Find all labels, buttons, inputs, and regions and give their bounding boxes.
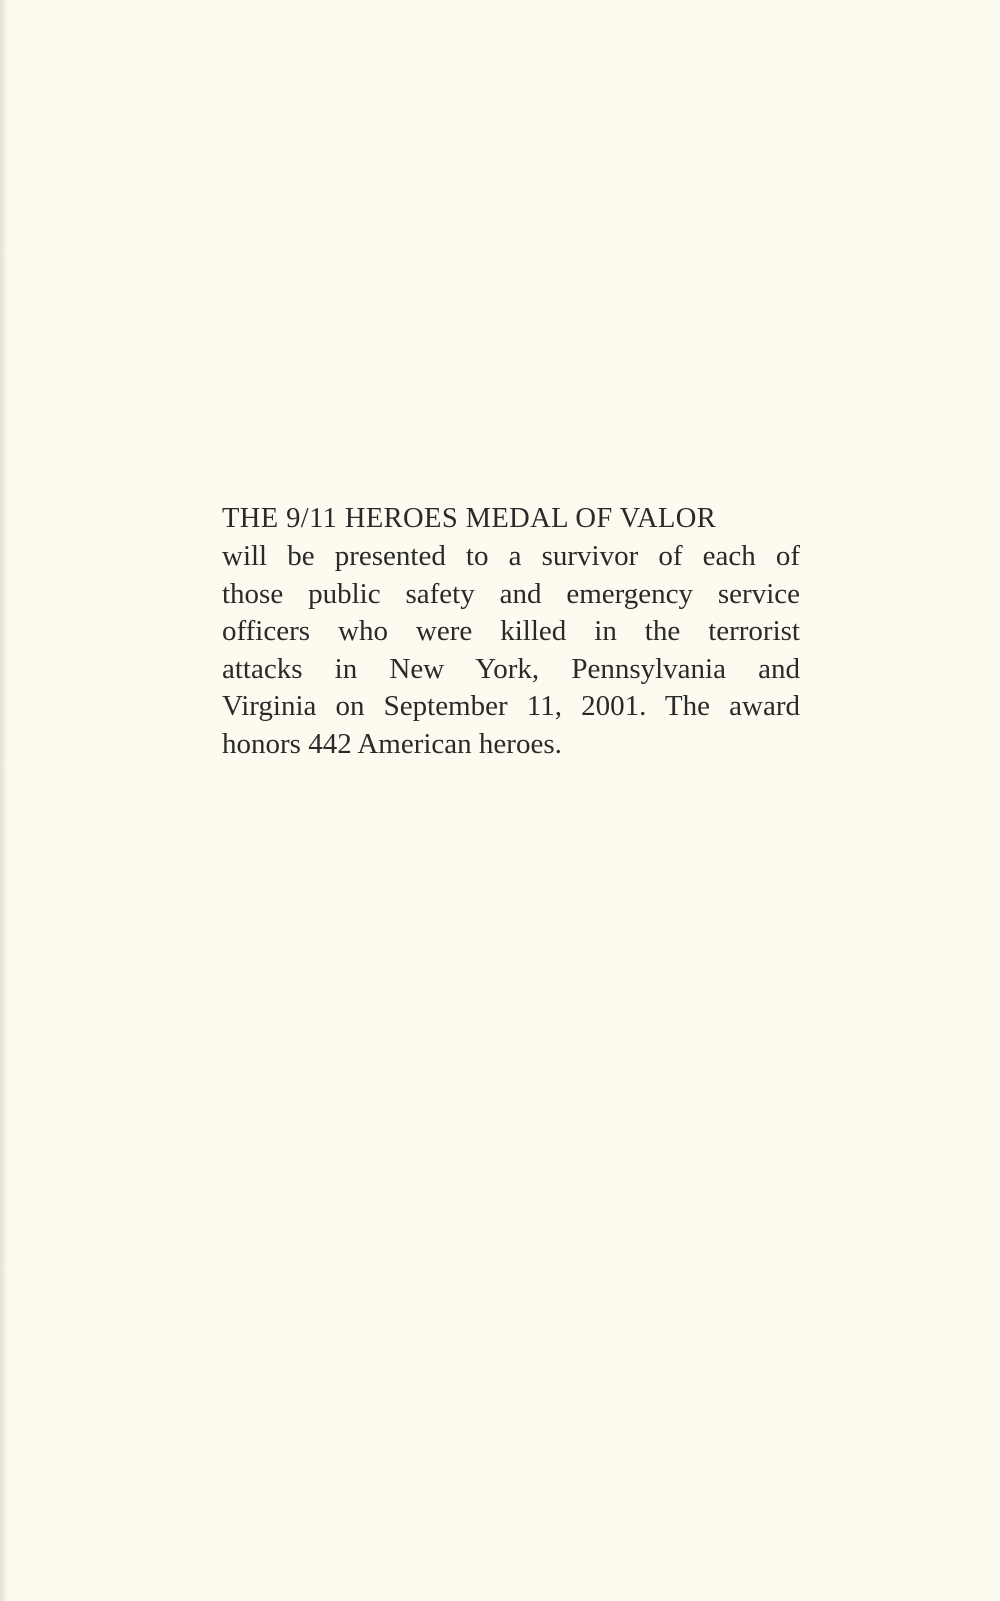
paragraph-line: Virginia on September 11, 2001. The award [222,690,800,722]
medal-heading: THE 9/11 HEROES MEDAL OF VALOR [222,503,717,534]
paragraph-line: those public safety and emergency service [222,577,800,610]
paragraph-line: honors 442 American heroes. [222,727,562,760]
paragraph-line: will be presented to a survivor of each of [222,540,800,572]
paragraph-line: attacks in New York, Pennsylvania and [222,652,800,685]
page-binding-edge [0,0,8,1601]
dedication-block [222,500,800,763]
dedication-paragraph [222,538,800,763]
paragraph-line: officers who were killed in the terrorist [222,615,800,647]
